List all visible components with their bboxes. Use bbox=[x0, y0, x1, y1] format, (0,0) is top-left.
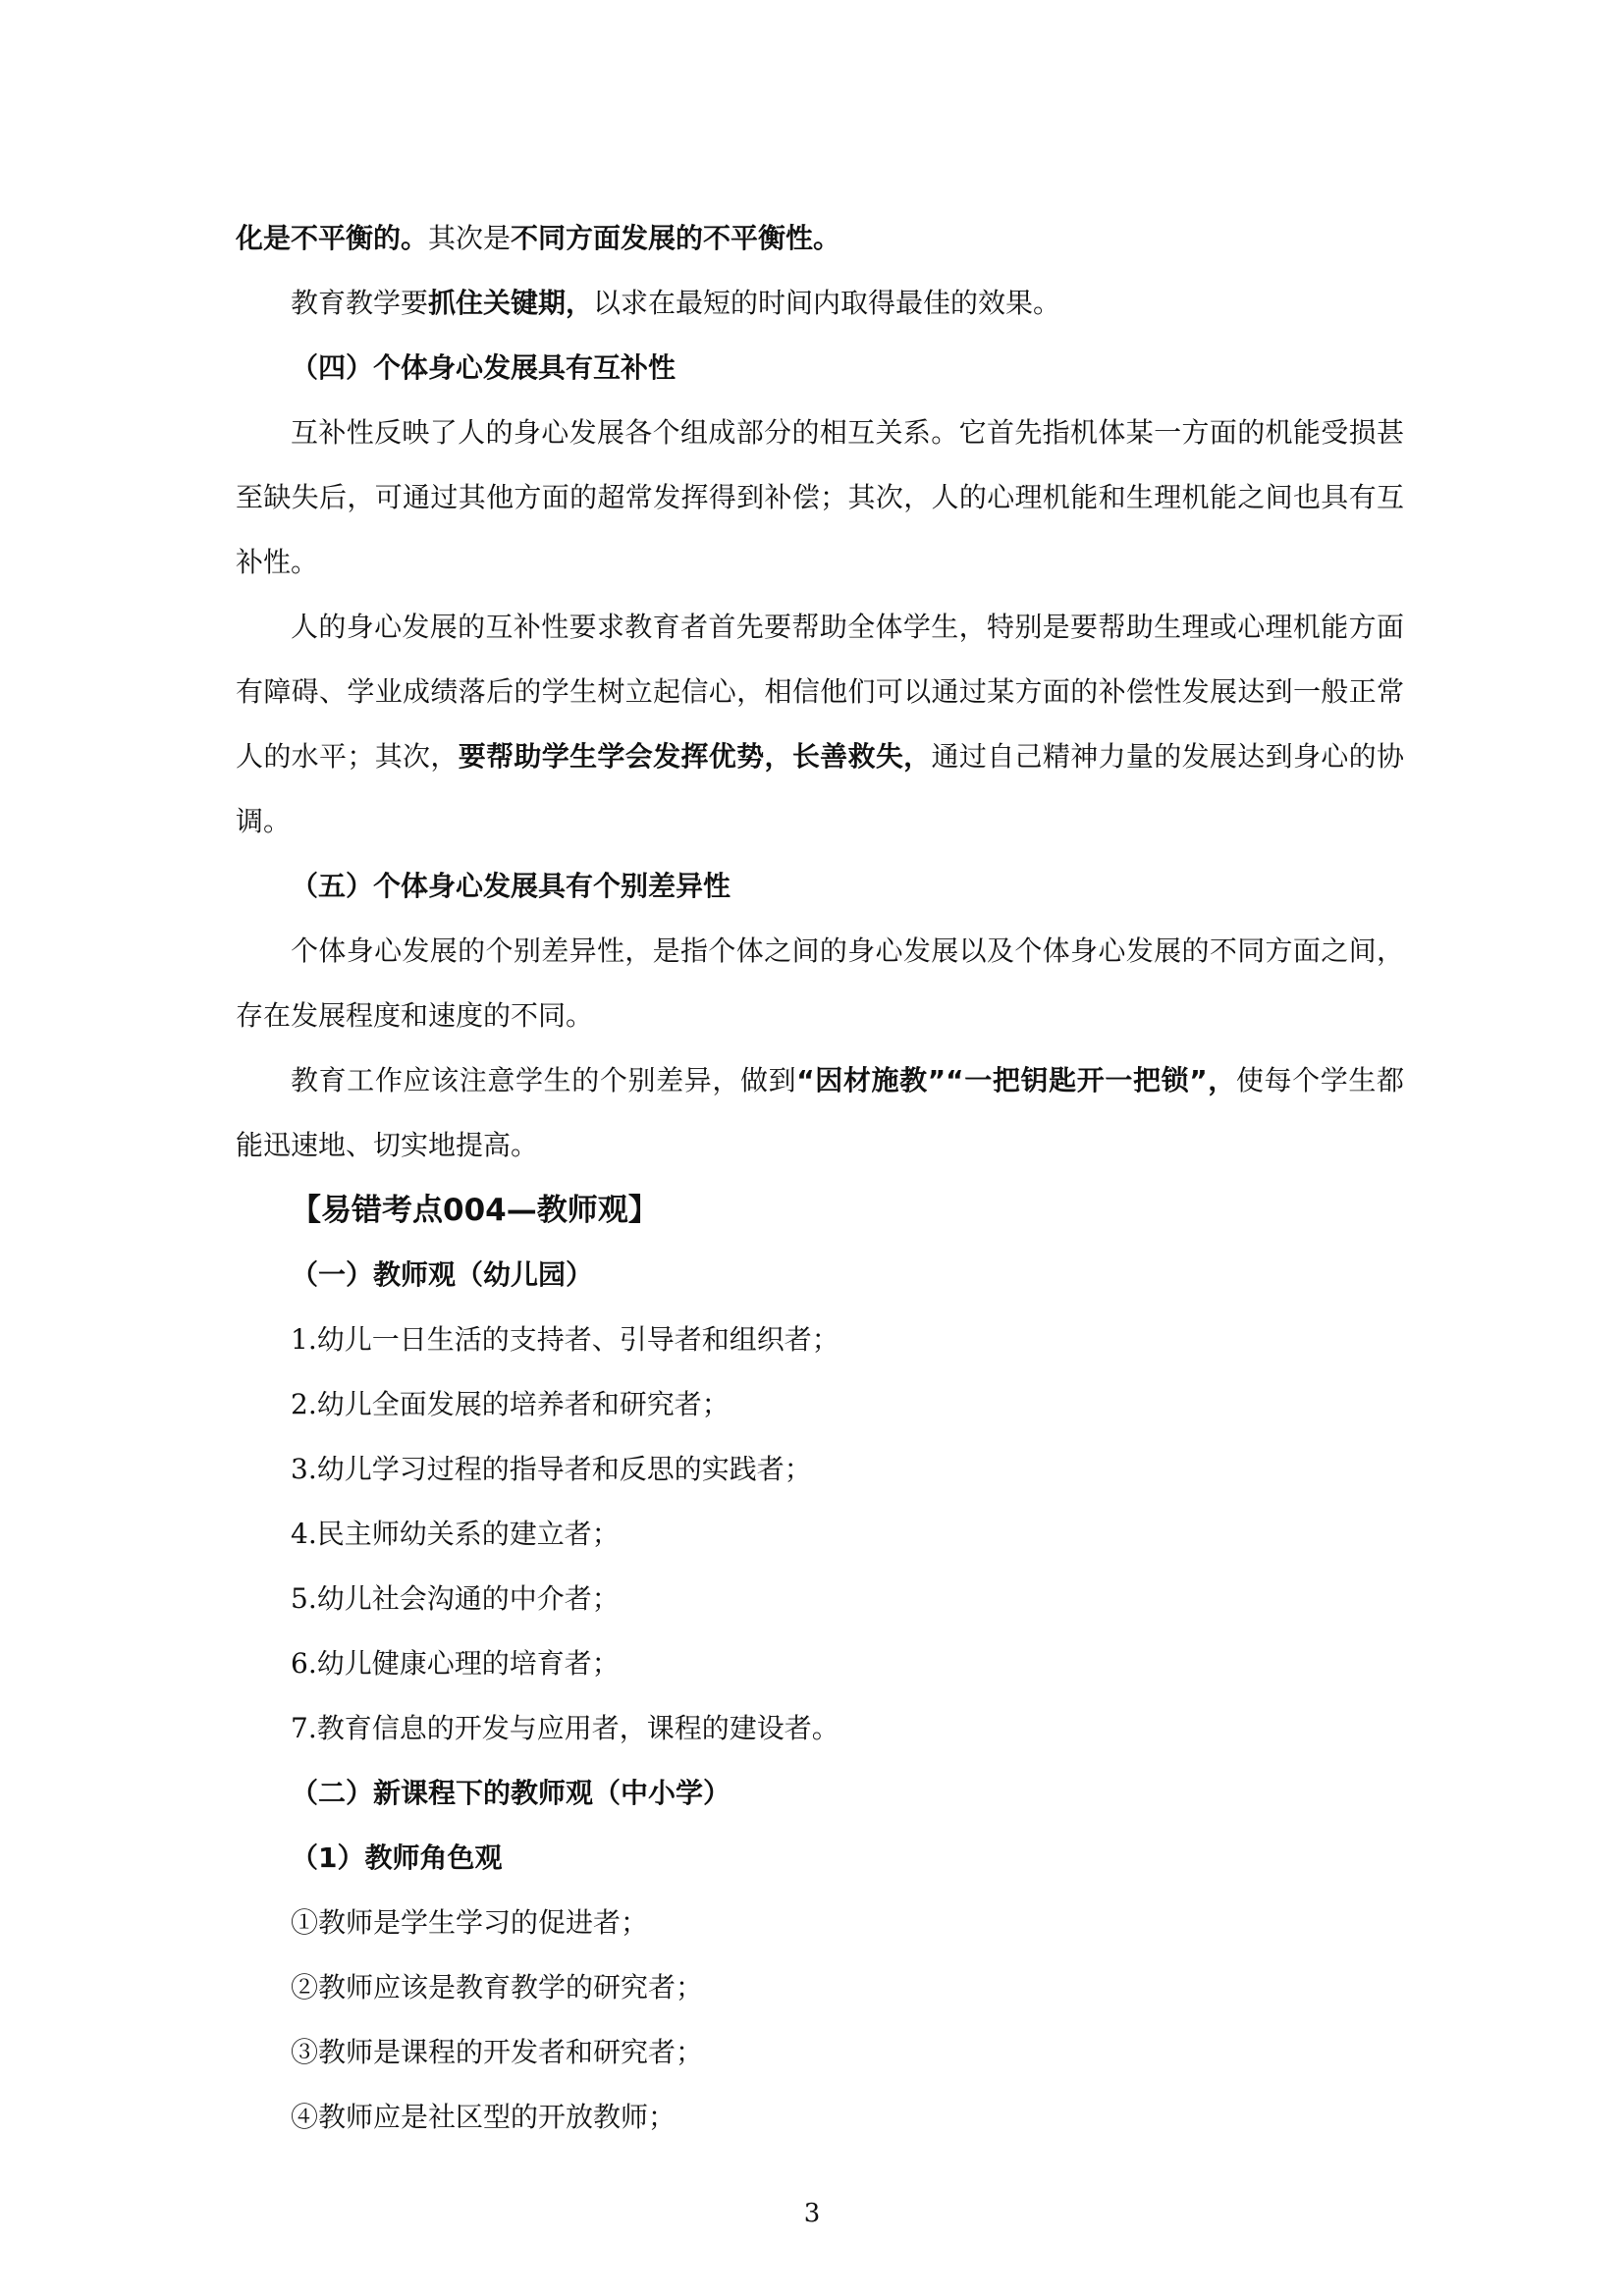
subheading-new-curriculum: （二）新课程下的教师观（中小学） bbox=[291, 1777, 731, 1809]
paragraph-teaching-accordance bbox=[236, 1048, 1404, 1178]
plain-text: 教育教学要 bbox=[291, 287, 429, 319]
list-item: ③教师是课程的开发者和研究者； bbox=[291, 2036, 704, 2068]
list-item: 2.幼儿全面发展的培养者和研究者； bbox=[291, 1388, 730, 1420]
plain-text: 使每个学生都能迅速地、切实地提高。 bbox=[236, 1064, 1404, 1161]
list-item: ②教师应该是教育教学的研究者； bbox=[291, 1971, 704, 2003]
list-item: 4.民主师幼关系的建立者； bbox=[291, 1518, 620, 1550]
paragraph-complementarity: 互补性反映了人的身心发展各个组成部分的相互关系。它首先指机体某一方面的机能受损甚至缺失后，可通过其他方面的超常发挥得到补偿；其次，人的心理机能和生理机能之间也具有互补性。 bbox=[236, 416, 1404, 578]
paragraph-individual-difference: 个体身心发展的个别差异性，是指个体之间的身心发展以及个体身心发展的不同方面之间，存在发展程度和速度的不同。 bbox=[236, 934, 1404, 1032]
bold-text: “因材施教”“一把钥匙开一把锁”， bbox=[796, 1064, 1236, 1096]
list-item: 3.幼儿学习过程的指导者和反思的实践者； bbox=[291, 1453, 812, 1485]
plain-text: 其次是 bbox=[428, 222, 512, 254]
list-item: ④教师应是社区型的开放教师； bbox=[291, 2101, 677, 2133]
heading-complementarity: （四）个体身心发展具有互补性 bbox=[291, 351, 677, 384]
paragraph-continued bbox=[236, 206, 1404, 271]
bold-text: 不同方面发展的不平衡性。 bbox=[511, 222, 841, 254]
bold-text: 化是不平衡的。 bbox=[236, 222, 429, 254]
section-title: 【易错考点004—教师观】 bbox=[291, 1193, 659, 1228]
paragraph-key-period bbox=[236, 271, 1404, 336]
plain-text: 教育工作应该注意学生的个别差异，做到 bbox=[291, 1064, 797, 1096]
list-item: 5.幼儿社会沟通的中介者； bbox=[291, 1582, 620, 1615]
paragraph-complementarity-education bbox=[236, 595, 1404, 854]
list-item: 6.幼儿健康心理的培育者； bbox=[291, 1647, 620, 1680]
subheading-kindergarten: （一）教师观（幼儿园） bbox=[291, 1258, 594, 1291]
page-content bbox=[236, 206, 1404, 2150]
page-number: 3 bbox=[803, 2199, 821, 2228]
bold-text: 抓住关键期， bbox=[428, 287, 594, 319]
plain-text: 人的身心发展的互补性要求教育者首先要帮助全体学生，特别是要帮助生理或心理机能方面有障碍、学业成绩落后的学生树立起信心，相信他们可以通过某方面的补偿性发展达到一般正常人的水平；其次， bbox=[236, 611, 1404, 773]
bold-text: 要帮助学生学会发挥优势，长善救失， bbox=[458, 740, 932, 773]
plain-text: 以求在最短的时间内取得最佳的效果。 bbox=[593, 287, 1061, 319]
subheading-teacher-role: （1）教师角色观 bbox=[291, 1842, 503, 1874]
list-item: ①教师是学生学习的促进者； bbox=[291, 1906, 649, 1939]
heading-individual-difference: （五）个体身心发展具有个别差异性 bbox=[291, 870, 731, 902]
list-item: 1.幼儿一日生活的支持者、引导者和组织者； bbox=[291, 1323, 839, 1356]
list-item: 7.教育信息的开发与应用者，课程的建设者。 bbox=[291, 1712, 839, 1744]
plain-text: 通过自己精神力量的发展达到身心的协调。 bbox=[236, 740, 1404, 837]
